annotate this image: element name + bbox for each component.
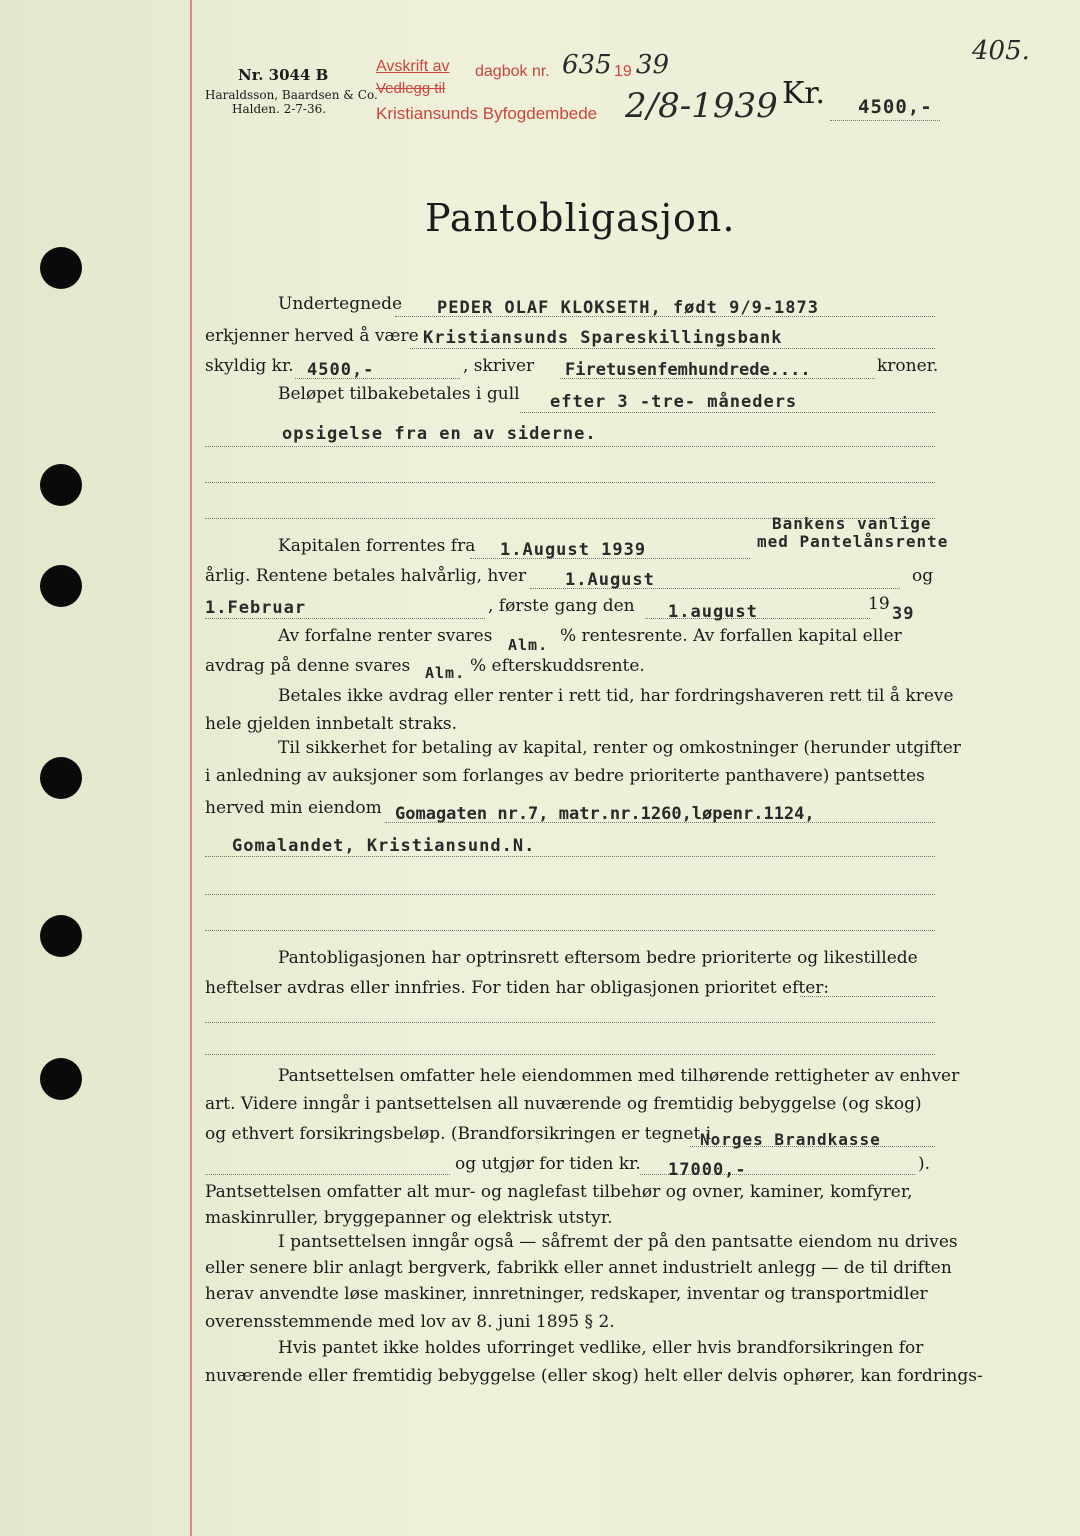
punch-hole bbox=[40, 1058, 82, 1100]
stamp-dagbok: dagbok nr. bbox=[475, 63, 550, 80]
erkjenner-label: erkjenner herved å være bbox=[205, 326, 419, 346]
date-handwritten: 2/8-1939 bbox=[625, 86, 778, 126]
utgjor-label: og utgjør for tiden kr. bbox=[455, 1154, 641, 1174]
kapitalen-label: Kapitalen forrentes fra bbox=[278, 536, 476, 556]
skyldig-amount: 4500,- bbox=[307, 360, 375, 380]
paragraph-line: heftelser avdras eller innfries. For tiden har obligasjonen prioritet efter: bbox=[205, 978, 830, 998]
forfalne-text: % rentesrente. Av forfallen kapital eller bbox=[560, 626, 902, 646]
amount-label: Kr. bbox=[782, 76, 825, 111]
paragraph-line: Pantobligasjonen har optrinsrett eftersom bedre prioriterte og likestillede bbox=[278, 948, 918, 968]
amount-value: 4500,- bbox=[858, 96, 933, 118]
paragraph-line: Til sikkerhet for betaling av kapital, renter og omkostninger (herunder utgifter bbox=[278, 738, 961, 758]
first-date: 1.august bbox=[668, 602, 758, 622]
first-year: 39 bbox=[892, 604, 915, 624]
rate-note: Bankens vanlige bbox=[772, 514, 932, 533]
property-address: Gomagaten nr.7, matr.nr.1260,løpenr.1124, bbox=[395, 804, 815, 824]
alm-rate: Alm. bbox=[425, 664, 466, 682]
punch-hole bbox=[40, 464, 82, 506]
avdrag-text: avdrag på denne svares bbox=[205, 656, 411, 676]
paragraph-line: og ethvert forsikringsbeløp. (Brandforsikringen er tegnet i bbox=[205, 1124, 712, 1144]
og-label: og bbox=[912, 566, 934, 586]
herved-label: herved min eiendom bbox=[205, 798, 382, 818]
debtor-name: PEDER OLAF KLOKSETH, født 9/9-1873 bbox=[437, 298, 819, 318]
stamp-vedlegg: Vedlegg til bbox=[376, 80, 446, 97]
printer-line: Halden. 2-7-36. bbox=[232, 102, 327, 116]
skriver-label: , skriver bbox=[463, 356, 535, 376]
form-number: Nr. 3044 B bbox=[238, 66, 329, 84]
punch-hole bbox=[40, 247, 82, 289]
interest-date: 1.Februar bbox=[205, 598, 307, 618]
forste-label: , første gang den bbox=[488, 596, 635, 616]
creditor-name: Kristiansunds Spareskillingsbank bbox=[423, 328, 783, 348]
property-address: Gomalandet, Kristiansund.N. bbox=[232, 836, 536, 856]
repay-terms: opsigelse fra en av siderne. bbox=[282, 424, 597, 444]
paragraph-line: nuværende eller fremtidig bebyggelse (eller skog) helt eller delvis ophører, kan fordrings- bbox=[205, 1366, 983, 1386]
paragraph-line: Pantsettelsen omfatter hele eiendommen med tilhørende rettigheter av enhver bbox=[278, 1066, 960, 1086]
page-number: 405. bbox=[972, 36, 1030, 66]
printer-line: Haraldsson, Baardsen & Co. bbox=[205, 88, 378, 102]
paragraph-line: herav anvendte løse maskiner, innretninger, redskaper, inventar og transportmidler bbox=[205, 1284, 928, 1304]
skyldig-label: skyldig kr. bbox=[205, 356, 294, 376]
paragraph-line: I pantsettelsen inngår også — såfremt der på den pantsatte eiendom nu drives bbox=[278, 1232, 958, 1252]
forfalne-text: Av forfalne renter svares bbox=[278, 626, 493, 646]
margin-line bbox=[190, 0, 192, 1536]
paragraph-line: Betales ikke avdrag eller renter i rett tid, har fordringshaveren rett til å kreve bbox=[278, 686, 954, 706]
punch-hole bbox=[40, 915, 82, 957]
paragraph-line: Pantsettelsen omfatter alt mur- og naglefast tilbehør og ovner, kaminer, komfyrer, bbox=[205, 1182, 913, 1202]
paragraph-line: maskinruller, bryggepanner og elektrisk utstyr. bbox=[205, 1208, 613, 1228]
alm-rate: Alm. bbox=[508, 636, 549, 654]
avdrag-text: % efterskuddsrente. bbox=[470, 656, 645, 676]
paragraph-line: art. Videre inngår i pantsettelsen all nuværende og fremtidig bebyggelse (og skog) bbox=[205, 1094, 922, 1114]
paragraph-line: i anledning av auksjoner som forlanges av bedre prioriterte panthavere) pantsettes bbox=[205, 766, 925, 786]
dagbok-year: 39 bbox=[636, 50, 670, 80]
paragraph-line: eller senere blir anlagt bergverk, fabrikk eller annet industrielt anlegg — de til driften bbox=[205, 1258, 952, 1278]
close-paren: ). bbox=[918, 1154, 931, 1174]
interest-date: 1.August bbox=[565, 570, 655, 590]
stamp-office: Kristiansunds Byfogdembede bbox=[376, 104, 598, 123]
insurer-name: Norges Brandkasse bbox=[700, 1130, 881, 1149]
dagbok-number: 635 bbox=[562, 50, 612, 80]
paragraph-line: overensstemmende med lov av 8. juni 1895 § 2. bbox=[205, 1312, 615, 1332]
stamp-avskrift: Avskrift av bbox=[376, 58, 450, 75]
punch-hole bbox=[40, 757, 82, 799]
paragraph-line: hele gjelden innbetalt straks. bbox=[205, 714, 458, 734]
stamp-year-prefix: 19 bbox=[614, 63, 632, 80]
amount-words: Firetusenfemhundrede.... bbox=[565, 360, 811, 380]
insured-amount: 17000,- bbox=[668, 1160, 747, 1180]
kroner-label: kroner. bbox=[877, 356, 939, 376]
undertegnede-label: Undertegnede bbox=[278, 294, 403, 314]
paragraph-line: Hvis pantet ikke holdes uforringet vedlike, eller hvis brandforsikringen for bbox=[278, 1338, 924, 1358]
arlig-label: årlig. Rentene betales halvårlig, hver bbox=[205, 566, 527, 586]
belopet-label: Beløpet tilbakebetales i gull bbox=[278, 384, 520, 404]
document-title: Pantobligasjon. bbox=[425, 196, 736, 240]
punch-hole bbox=[40, 565, 82, 607]
repay-terms: efter 3 -tre- måneders bbox=[550, 392, 798, 412]
first-year-prefix: 19 bbox=[868, 594, 890, 614]
rate-note: med Pantelånsrente bbox=[757, 532, 949, 551]
interest-from: 1.August 1939 bbox=[500, 540, 647, 560]
